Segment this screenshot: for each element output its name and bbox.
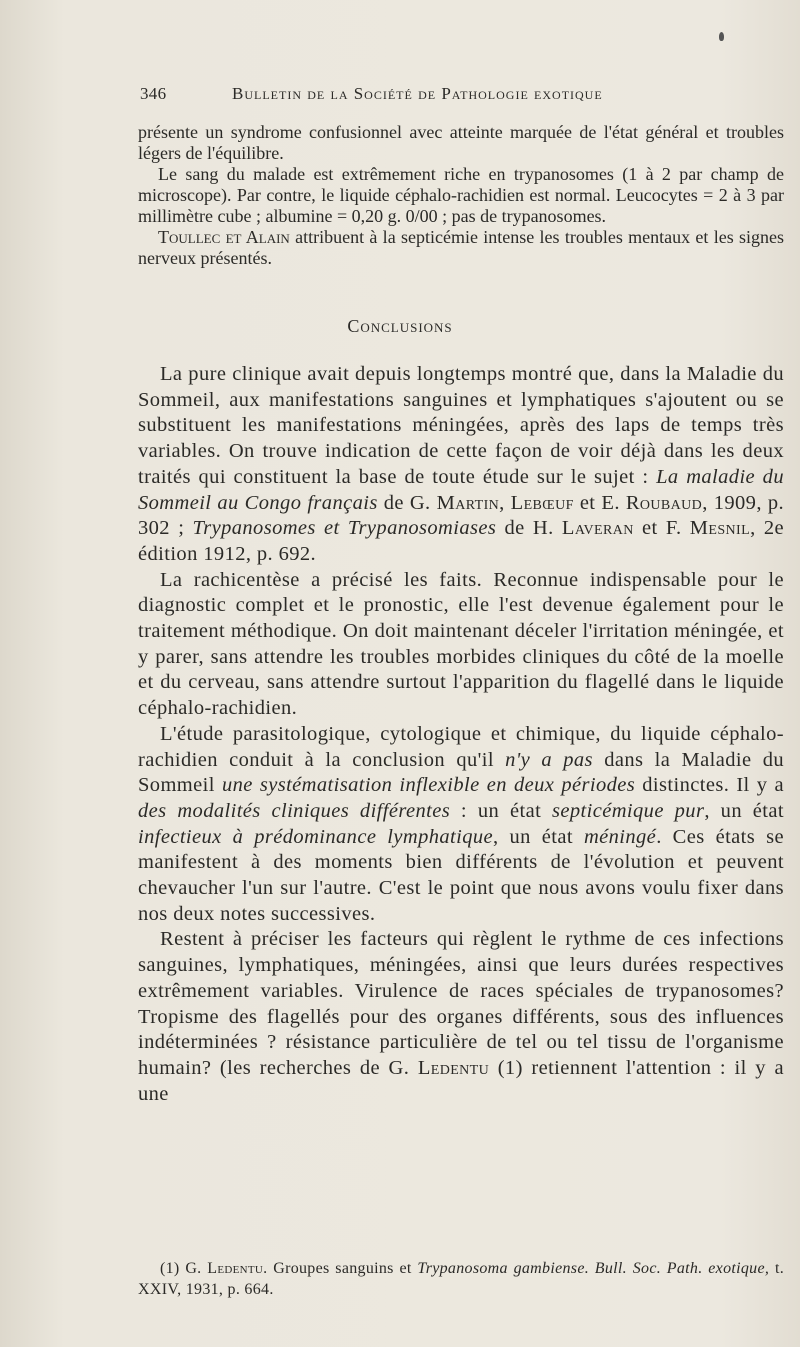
text-run: Restent à préciser les facteurs qui règlent le rythme de ces infections sanguines, lymphatiques, méningées, ainsi que leurs durées respectives extrêmement variables. Virulence de races spéciales de trypanosomes? Tropisme des flagellés pour des organes différents, sous des influences indéterminées ? résistance particulière de tel ou tel tissu de l'organisme humain? (les recherches de G.	[138, 928, 784, 1079]
emphasis: des modalités cliniques différentes	[138, 799, 451, 822]
intro-paragraph-2: Le sang du malade est extrêmement riche en trypanosomes (1 à 2 par champ de microscope). Par contre, le liquide céphalo-rachidien est normal. Leucocytes = 2 à 3 par millimètre cube ; albumine = 0,20 g. 0/00 ; pas de trypanosomes.	[138, 164, 784, 226]
text-run: , un état	[704, 799, 784, 822]
text-run: , 2e édition 1912, p. 692.	[138, 517, 784, 565]
text-run: . Groupes sanguins et	[263, 1260, 418, 1277]
intro-paragraph-3	[138, 227, 784, 269]
intro-paragraph-1: présente un syndrome confusionnel avec atteinte marquée de l'état général et troubles légers de l'équilibre.	[138, 122, 784, 163]
intro-paragraph-3-text: attribuent à la septicémie intense les troubles mentaux et les signes nerveux présentés.	[138, 227, 785, 268]
text-run: dans la Maladie du Sommeil	[138, 748, 785, 797]
page-number: 346	[140, 84, 167, 103]
text-run: La pure clinique avait depuis longtemps montré que, dans la Maladie du Sommeil, aux manifestations sanguines et lymphatiques s'ajoutent ou se substituent les manifestations méningées, après des laps de temps très variables. On trouve indication de cette façon de voir déjà dans les deux traités qui constituent la base de toute étude sur le sujet :	[138, 363, 784, 488]
text-run: distinctes. Il y a	[635, 774, 784, 797]
author-name: Ledentu	[417, 1056, 490, 1079]
ink-speck	[719, 32, 724, 41]
paragraph-3	[138, 722, 784, 928]
emphasis: méningé	[583, 825, 657, 848]
author-name: Mesnil	[689, 517, 751, 540]
text-run: L'étude parasitologique, cytologique et chimique, du liquide céphalo-rachidien conduit à la conclusion qu'il	[138, 722, 784, 771]
main-text	[138, 362, 784, 1107]
emphasis: septicémique pur	[552, 799, 705, 822]
text-run: et F.	[633, 517, 690, 540]
paragraph-4	[138, 927, 784, 1107]
text-run: . Ces états se manifestent à des moments bien différents de l'évolution et peuvent chevaucher l'un sur l'autre. C'est le point que nous avons voulu fixer dans nos deux notes successives.	[138, 825, 784, 925]
author-name: Martin	[436, 491, 500, 514]
text-run: t. XXIV, 1931, p. 664.	[138, 1260, 785, 1298]
section-title: Conclusions	[347, 316, 453, 336]
intro-paragraphs	[138, 122, 784, 269]
running-head: Bulletin de la Société de Pathologie exotique	[232, 84, 603, 103]
text-run: , 1909, p. 302 ;	[138, 491, 784, 540]
footnote-text	[138, 1258, 784, 1300]
paragraph-1	[138, 362, 784, 568]
footnote-mark: (1) G.	[160, 1260, 208, 1277]
text-run: , un état	[493, 825, 584, 848]
author-name: Roubaud	[625, 491, 703, 514]
text-run: (1) retiennent l'attention : il y a une	[138, 1056, 784, 1105]
text-run: et E.	[573, 491, 626, 514]
emphasis: n'y a pas	[505, 748, 593, 771]
paragraph-2: La rachicentèse a précisé les faits. Reconnue indispensable pour le diagnostic complet et le pronostic, elle l'est devenue également pour le traitement méthodique. On doit maintenant déceler l'irritation méningée, et y parer, sans attendre les troubles morbides cliniques du côté de la moelle et du cerveau, sans attendre surtout l'apparition du flagellé dans le liquide céphalo-rachidien.	[138, 568, 784, 720]
author-name: Lebœuf	[510, 491, 574, 514]
book-title: La maladie du Sommeil au Congo français	[138, 465, 784, 514]
text-run: : un état	[450, 799, 552, 822]
author-name: Laveran	[561, 517, 634, 540]
text-run: ,	[499, 491, 511, 514]
author-names: Toullec et Alain	[158, 227, 290, 247]
page-header	[140, 84, 780, 108]
emphasis: infectieux à prédominance lymphatique	[138, 825, 494, 848]
author-name: Ledentu	[207, 1260, 264, 1277]
emphasis: une systématisation inflexible en deux périodes	[221, 774, 636, 797]
citation-title: Trypanosoma gambiense. Bull. Soc. Path. exotique,	[417, 1260, 770, 1277]
book-title: Trypanosomes et Trypanosomiases	[192, 517, 497, 540]
text-run: de H.	[496, 517, 562, 540]
text-run: de G.	[377, 491, 437, 514]
footnote	[138, 1258, 784, 1300]
